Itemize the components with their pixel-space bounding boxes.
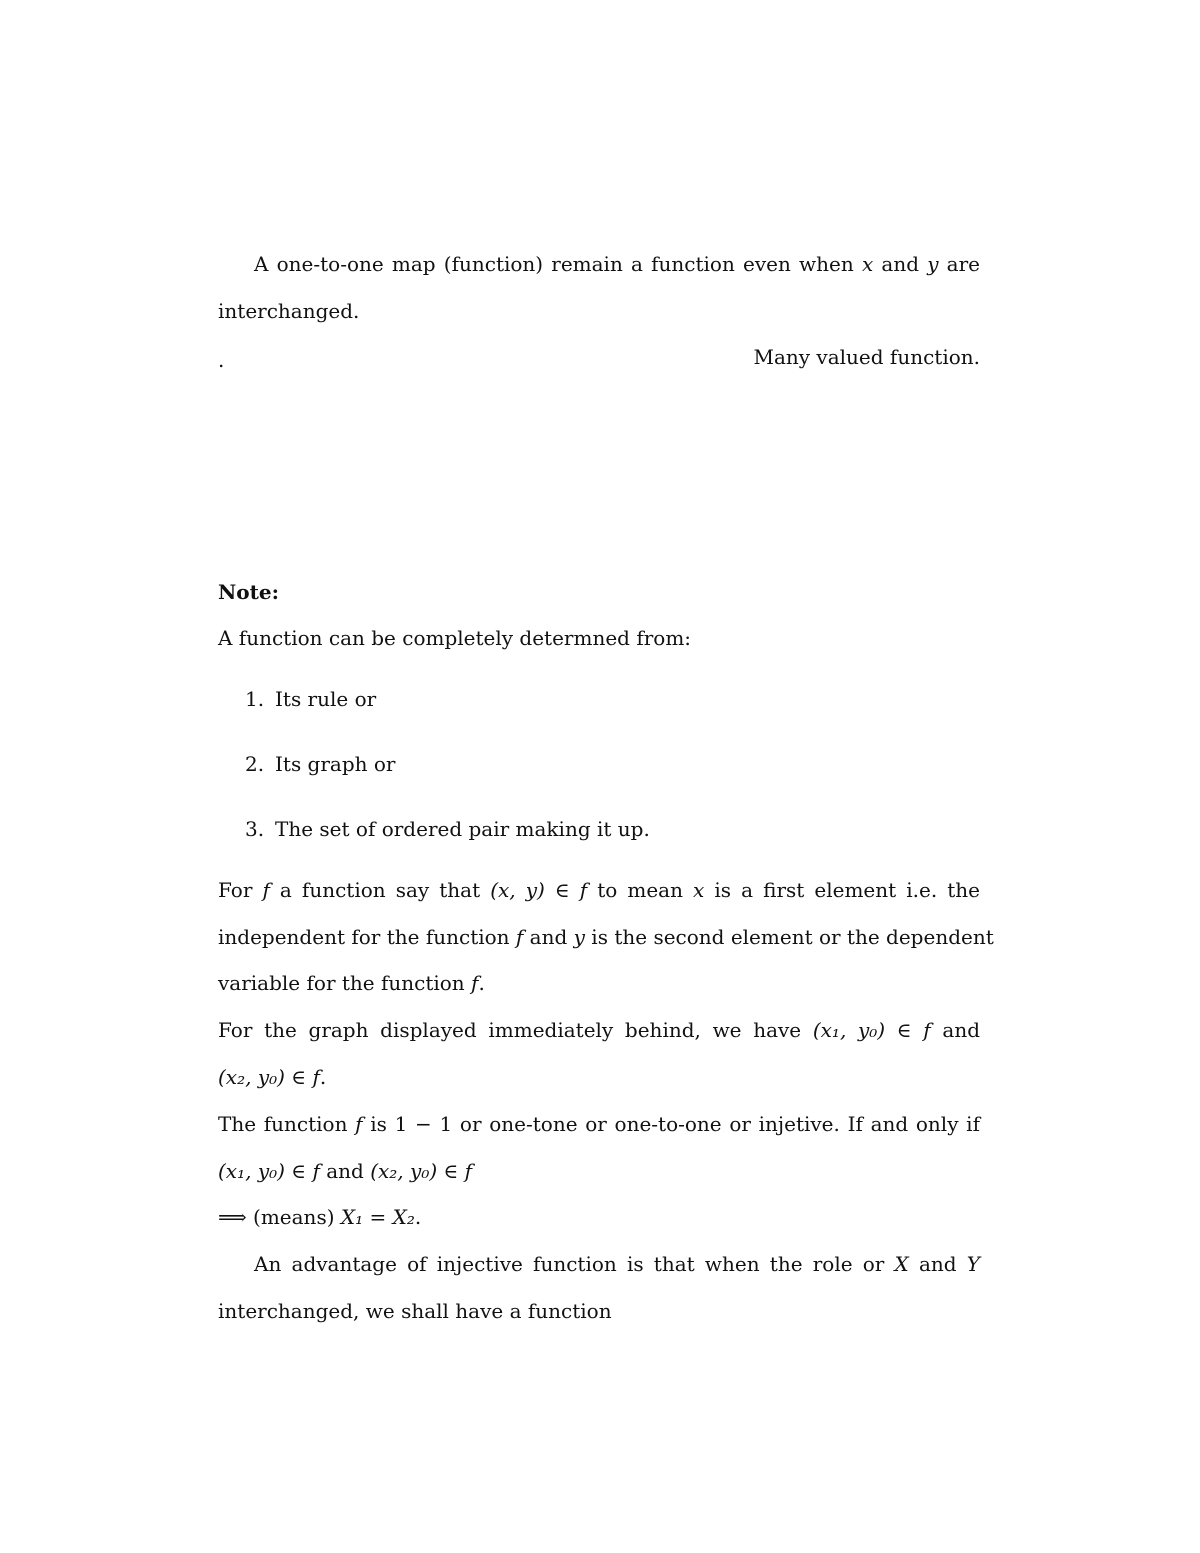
paragraph-2-line-1 [218,876,980,904]
paragraph-2-line-2 [218,923,994,951]
math-f: f [262,878,270,902]
math-equation: X₁ = X₂ [340,1205,415,1229]
list-number: 3. [245,817,265,841]
math-f: f [923,1018,931,1042]
note-intro: A function can be completely determned from: [218,626,692,650]
math-y: y [927,252,939,276]
text-run: and [523,925,574,949]
math-y: y [573,925,585,949]
math-f: f [471,971,479,995]
math-X: X [894,1252,909,1276]
text-run: For [218,878,263,902]
text-run: The function [218,1112,356,1136]
paragraph-1-line-2: interchanged. [218,299,360,323]
text-run: and [908,1252,967,1276]
text-run: (means) [246,1205,341,1229]
implies-arrow: ⟹ [218,1205,247,1229]
text-run: independent for the function [218,925,516,949]
list-item [245,815,980,843]
text-run: and [930,1018,980,1042]
stray-dot: . [218,348,225,372]
text-run: a function say that [269,878,491,902]
list-number: 1. [245,687,265,711]
math-f: f [515,925,524,949]
math-pair-xy: (x, y) [490,878,545,902]
math-pair-x2-y0: (x₂, y₀) [370,1159,438,1183]
paragraph-3-line-2 [218,1063,980,1091]
text-run: to mean [587,878,694,902]
math-f: f [312,1065,320,1089]
math-f: f [355,1112,363,1136]
text-run: is 1 − 1 or one-tone or one-to-one or injetive. If and only if [362,1112,980,1136]
math-in: ∈ [544,878,580,902]
text-run: . [414,1205,422,1229]
math-pair-x1-y0: (x₁, y₀) [218,1159,285,1183]
text-run: is a first element i.e. the [704,878,980,902]
paragraph-6-line-2: interchanged, we shall have a function [218,1299,612,1323]
list-item [245,750,980,778]
paragraph-4-line-1 [218,1110,980,1138]
text-run: and [319,1159,371,1183]
math-f: f [312,1159,320,1183]
list-number: 2. [245,752,265,776]
implication-line [218,1203,980,1231]
list-item [245,685,980,713]
text-run: A one-to-one map (function) remain a function even when [254,252,862,276]
paragraph-3-line-1 [218,1016,980,1044]
text-run: and [873,252,928,276]
math-in: ∈ [437,1159,465,1183]
list-text: Its rule or [275,687,377,711]
text-run: are [938,252,980,276]
math-x: x [861,252,874,276]
many-valued-label: Many valued function. [753,345,980,369]
paragraph-2-line-3 [218,969,980,997]
math-in: ∈ [885,1018,924,1042]
math-pair-x1-y0: (x₁, y₀) [812,1018,886,1042]
text-run: variable for the function [218,971,472,995]
text-run: An advantage of injective function is that when the role or [254,1252,895,1276]
math-f: f [579,878,588,902]
list-text: Its graph or [275,752,396,776]
math-pair-x2-y0: (x₂, y₀) [218,1065,285,1089]
text-run: . [319,1065,327,1089]
math-f: f [464,1159,473,1183]
text-run: . [478,971,485,995]
text-run: For the graph displayed immediately behind, we have [218,1018,813,1042]
paragraph-4-line-2 [218,1157,980,1185]
math-in: ∈ [284,1159,313,1183]
math-Y: Y [966,1252,980,1276]
paragraph-6-line-1 [218,1250,980,1278]
note-heading: Note: [218,580,279,604]
text-run: is the second element or the dependent [584,925,994,949]
math-x: x [693,878,705,902]
paragraph-1-line-1 [218,250,980,278]
list-text: The set of ordered pair making it up. [275,817,650,841]
math-in: ∈ [284,1065,313,1089]
